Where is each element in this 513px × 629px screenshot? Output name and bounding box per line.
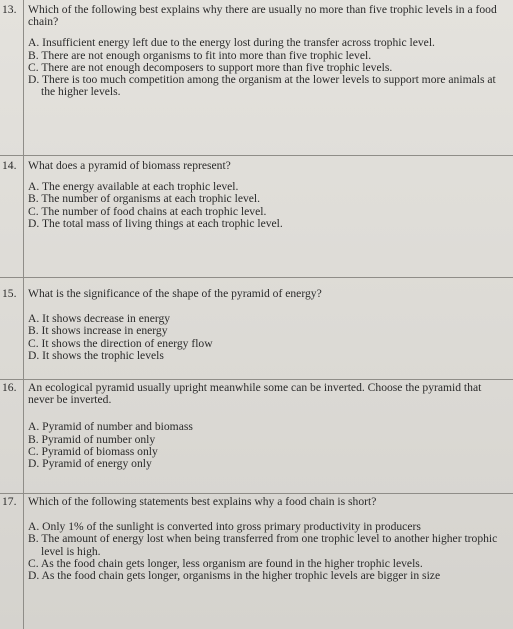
question-body <box>28 382 509 470</box>
row-divider <box>0 493 513 494</box>
question-number: 14. <box>2 159 17 172</box>
option-d: D. It shows the trophic levels <box>28 348 164 362</box>
option-d: D. There is too much competition among the organism at the lower levels to support more animals at the higher levels. <box>28 73 496 99</box>
option-c: C. As the food chain gets longer, less organism are found in the higher trophic levels. <box>28 556 423 570</box>
option-b: B. The amount of energy lost when being transferred from one trophic level to another higher trophic level is high. <box>28 532 498 558</box>
option-d: D. As the food chain gets longer, organisms in the higher trophic levels are bigger in size <box>28 569 441 583</box>
option-b: B. Pyramid of number only <box>28 432 156 446</box>
option-a: A. The energy available at each trophic level. <box>28 180 239 194</box>
option-b: B. The number of organisms at each trophic level. <box>28 192 261 206</box>
number-column-divider <box>23 0 24 629</box>
option-c: C. It shows the direction of energy flow <box>28 336 213 350</box>
option-a: A. Insufficient energy left due to the energy lost during the transfer across trophic level. <box>28 36 435 50</box>
option-a: A. Only 1% of the sunlight is converted into gross primary productivity in producers <box>28 520 421 534</box>
question-body <box>28 496 509 582</box>
question-body <box>28 160 509 230</box>
question-body <box>28 288 509 362</box>
option-a: A. Pyramid of number and biomass <box>28 420 193 434</box>
question-stem: What does a pyramid of biomass represent? <box>28 159 231 172</box>
question-body <box>28 4 509 98</box>
question-stem: An ecological pyramid usually upright meanwhile some can be inverted. Choose the pyramid that never be inverted. <box>28 381 482 407</box>
option-c: C. There are not enough decomposers to support more than five trophic levels. <box>28 60 393 74</box>
option-b: B. It shows increase in energy <box>28 324 168 338</box>
question-stem: Which of the following statements best explains why a food chain is short? <box>28 495 377 508</box>
question-stem: Which of the following best explains why there are usually no more than five trophic levels in a food chain? <box>28 3 497 29</box>
question-number: 15. <box>2 287 17 300</box>
row-divider <box>0 155 513 156</box>
option-c: C. Pyramid of biomass only <box>28 444 158 458</box>
question-number: 13. <box>2 3 17 16</box>
option-c: C. The number of food chains at each trophic level. <box>28 204 267 218</box>
row-divider <box>0 379 513 380</box>
option-d: D. Pyramid of energy only <box>28 457 152 471</box>
option-d: D. The total mass of living things at each trophic level. <box>28 216 283 230</box>
question-stem: What is the significance of the shape of the pyramid of energy? <box>28 287 322 300</box>
question-number: 17. <box>2 495 17 508</box>
question-number: 16. <box>2 381 17 394</box>
option-a: A. It shows decrease in energy <box>28 312 171 326</box>
row-divider <box>0 277 513 278</box>
option-b: B. There are not enough organisms to fit into more than five trophic level. <box>28 48 372 62</box>
